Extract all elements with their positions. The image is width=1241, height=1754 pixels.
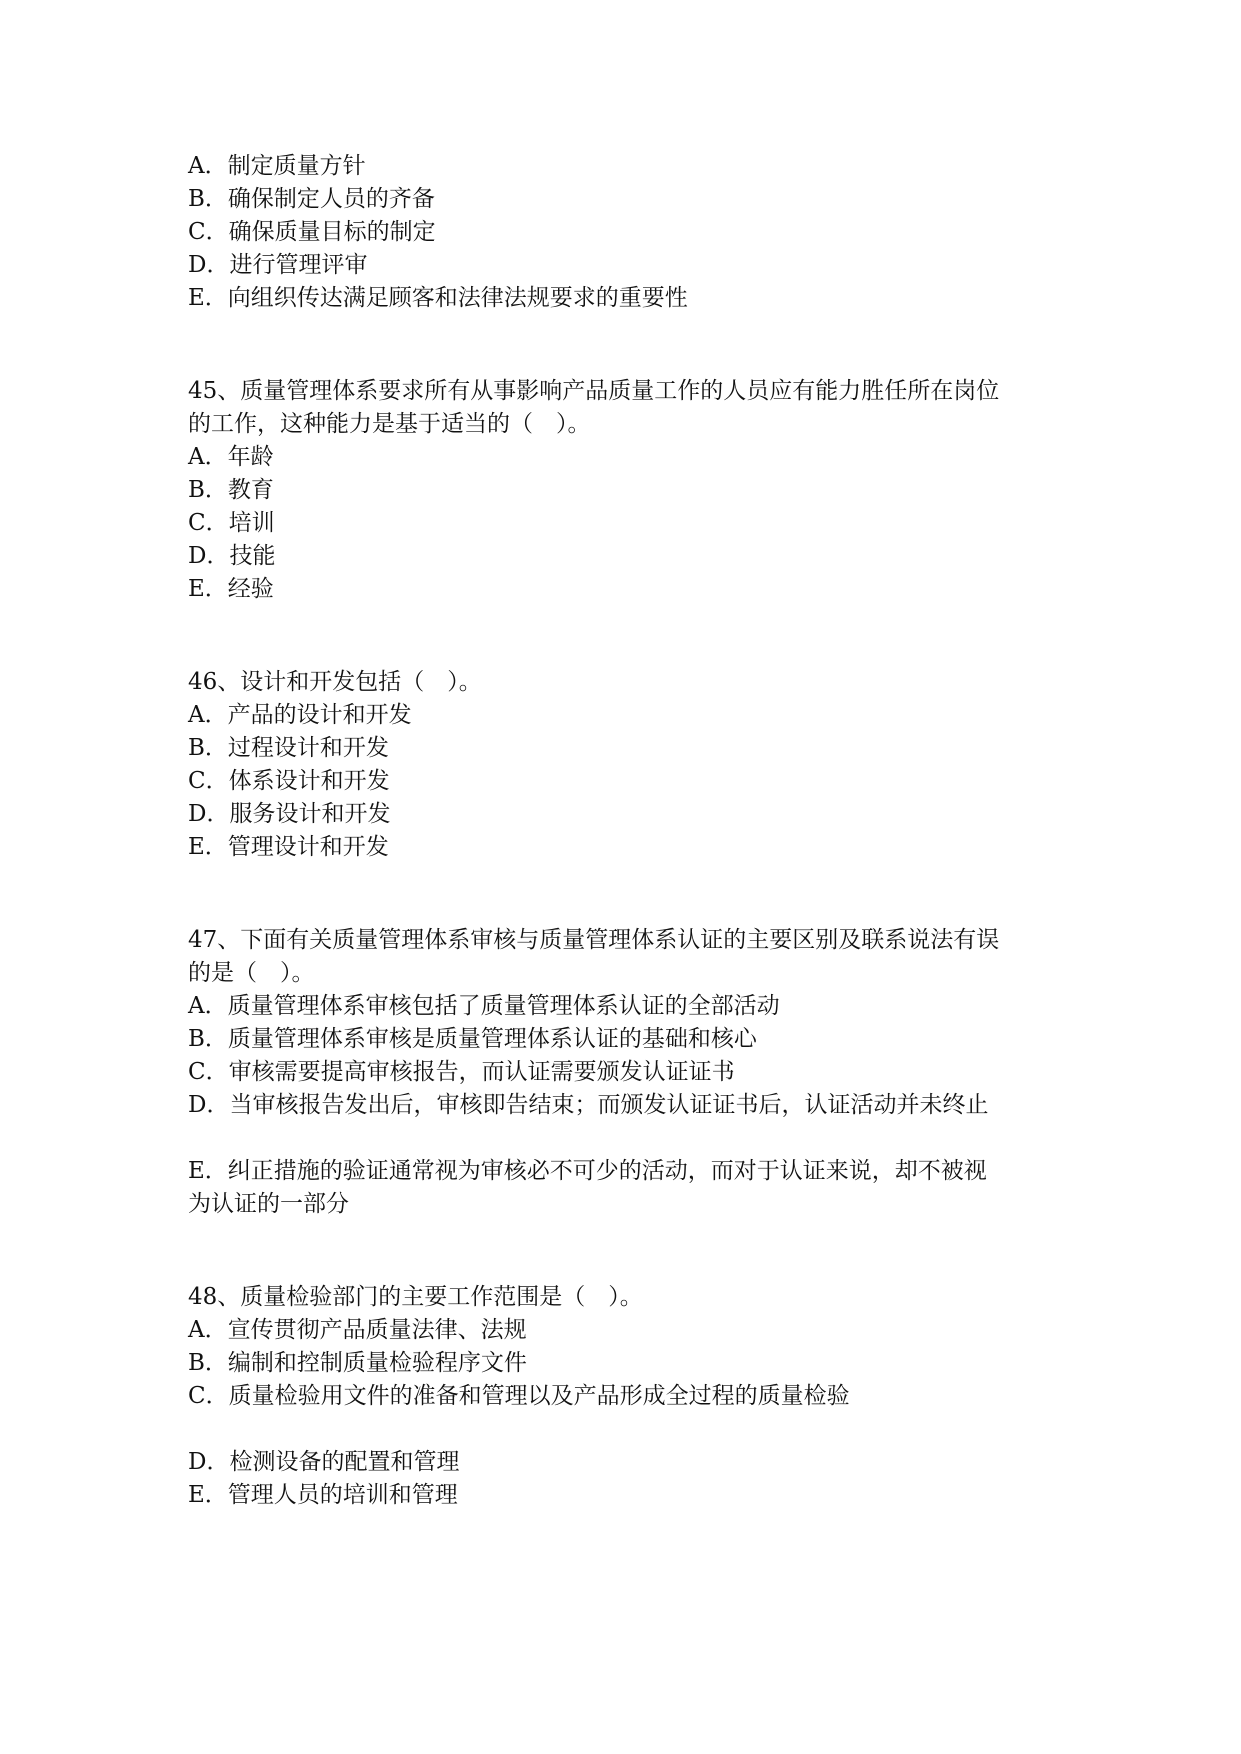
question-stem: 48、质量检验部门的主要工作范围是（ ）。 (188, 1284, 643, 1310)
option-b: B．确保制定人员的齐备 (188, 186, 435, 212)
option-c: C．审核需要提高审核报告，而认证需要颁发认证证书 (188, 1059, 735, 1085)
option-e-continued: 为认证的一部分 (188, 1191, 349, 1217)
option-c: C．质量检验用文件的准备和管理以及产品形成全过程的质量检验 (188, 1383, 850, 1409)
spacer (188, 1413, 1068, 1446)
spacer (188, 606, 1068, 666)
option-d: D．技能 (188, 543, 276, 569)
question-45 (188, 375, 1068, 606)
spacer (188, 864, 1068, 924)
option-e: E．管理人员的培训和管理 (188, 1482, 458, 1508)
option-a: A．年龄 (188, 444, 274, 470)
option-a: A．产品的设计和开发 (188, 702, 412, 728)
question-stem: 45、质量管理体系要求所有从事影响产品质量工作的人员应有能力胜任所在岗位 (188, 378, 1000, 404)
question-47 (188, 924, 1068, 1221)
option-b: B．质量管理体系审核是质量管理体系认证的基础和核心 (188, 1026, 757, 1052)
question-stem: 46、设计和开发包括（ ）。 (188, 669, 482, 695)
option-e: E．管理设计和开发 (188, 834, 389, 860)
option-b: B．过程设计和开发 (188, 735, 389, 761)
option-d: D．当审核报告发出后，审核即告结束；而颁发认证证书后，认证活动并未终止 (188, 1092, 989, 1118)
document-page (188, 150, 1068, 1512)
question-stem: 47、下面有关质量管理体系审核与质量管理体系认证的主要区别及联系说法有误 (188, 927, 1000, 953)
option-e: E．经验 (188, 576, 274, 602)
option-d: D．检测设备的配置和管理 (188, 1449, 460, 1475)
option-d: D．服务设计和开发 (188, 801, 391, 827)
option-e: E．向组织传达满足顾客和法律法规要求的重要性 (188, 285, 688, 311)
question-stem-continued: 的是（ ）。 (188, 960, 315, 986)
option-a: A．质量管理体系审核包括了质量管理体系认证的全部活动 (188, 993, 780, 1019)
question-stem-continued: 的工作，这种能力是基于适当的（ ）。 (188, 411, 591, 437)
option-c: C．培训 (188, 510, 275, 536)
option-a: A．宣传贯彻产品质量法律、法规 (188, 1317, 527, 1343)
spacer (188, 1221, 1068, 1281)
question-46 (188, 666, 1068, 864)
question-48 (188, 1281, 1068, 1512)
option-a: A．制定质量方针 (188, 153, 366, 179)
option-c: C．确保质量目标的制定 (188, 219, 436, 245)
option-e: E．纠正措施的验证通常视为审核必不可少的活动，而对于认证来说，却不被视 (188, 1158, 987, 1184)
question-44-options (188, 150, 1068, 315)
option-c: C．体系设计和开发 (188, 768, 390, 794)
spacer (188, 1122, 1068, 1155)
spacer (188, 315, 1068, 375)
option-b: B．编制和控制质量检验程序文件 (188, 1350, 527, 1376)
option-b: B．教育 (188, 477, 274, 503)
option-d: D．进行管理评审 (188, 252, 368, 278)
